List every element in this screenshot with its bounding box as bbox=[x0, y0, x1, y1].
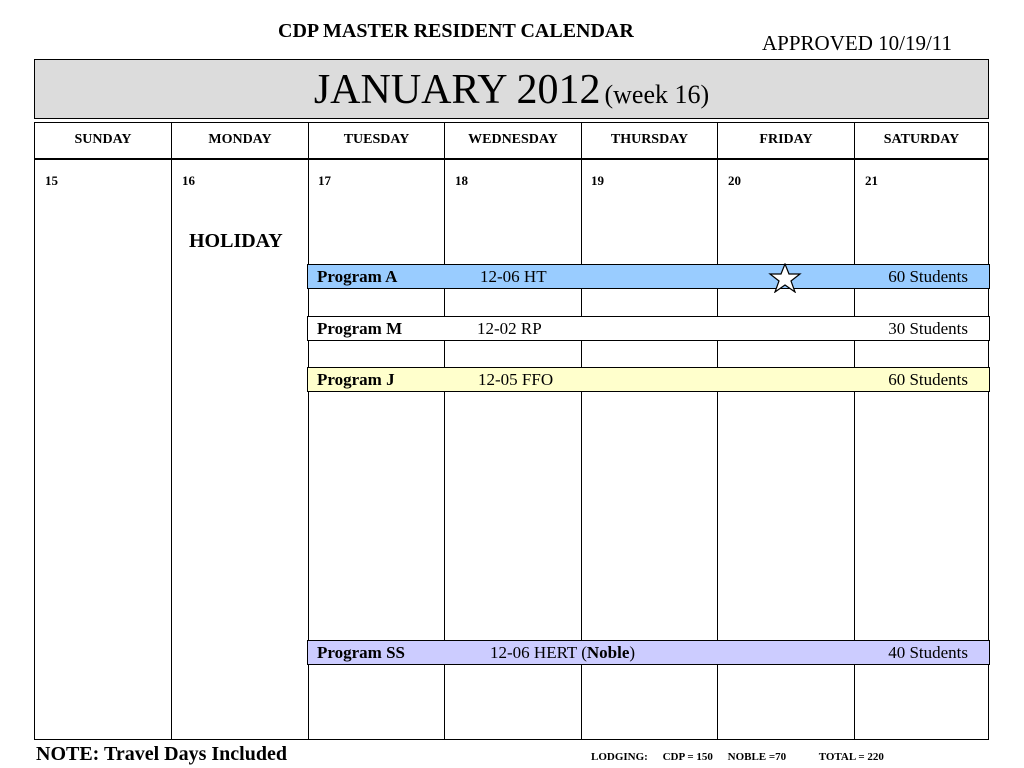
week-label: (week 16) bbox=[604, 80, 710, 109]
program-students: 30 Students bbox=[888, 319, 968, 338]
column-divider bbox=[171, 160, 172, 739]
header-divider bbox=[35, 158, 988, 160]
lodging-cdp: CDP = 150 bbox=[662, 751, 713, 763]
day-header-wednesday: WEDNESDAY bbox=[445, 123, 582, 158]
program-label: Program J bbox=[317, 370, 395, 389]
program-bar-a[interactable] bbox=[307, 264, 990, 289]
day-header-sunday: SUNDAY bbox=[35, 123, 172, 158]
holiday-label: HOLIDAY bbox=[189, 230, 283, 252]
day-header-tuesday: TUESDAY bbox=[309, 123, 445, 158]
date-saturday: 21 bbox=[865, 173, 878, 188]
day-header-friday: FRIDAY bbox=[718, 123, 855, 158]
date-tuesday: 17 bbox=[318, 173, 331, 188]
program-code-bold: Noble bbox=[586, 643, 630, 662]
date-monday: 16 bbox=[182, 173, 195, 188]
star-outline-icon bbox=[768, 263, 802, 293]
program-code-suffix: ) bbox=[629, 643, 636, 662]
program-code bbox=[490, 641, 635, 665]
month-banner bbox=[34, 59, 989, 119]
program-code-prefix: 12-06 HERT ( bbox=[490, 643, 587, 662]
date-sunday: 15 bbox=[45, 173, 58, 188]
program-label: Program A bbox=[317, 267, 398, 286]
month-heading bbox=[35, 66, 988, 114]
program-code: 12-06 HT bbox=[480, 267, 547, 286]
program-students: 60 Students bbox=[888, 370, 968, 389]
footer-note: NOTE: Travel Days Included bbox=[36, 743, 287, 765]
lodging-total: TOTAL = 220 bbox=[818, 751, 884, 763]
lodging-summary bbox=[591, 751, 896, 763]
document-title: CDP MASTER RESIDENT CALENDAR bbox=[278, 20, 634, 42]
program-label: Program M bbox=[317, 319, 403, 338]
program-code: 12-02 RP bbox=[477, 319, 542, 338]
lodging-label: LODGING: bbox=[591, 751, 648, 763]
program-bar-j[interactable] bbox=[307, 367, 990, 392]
day-header-monday: MONDAY bbox=[172, 123, 309, 158]
program-label: Program SS bbox=[317, 643, 405, 662]
date-friday: 20 bbox=[728, 173, 741, 188]
approval-stamp: APPROVED 10/19/11 bbox=[762, 31, 952, 55]
lodging-noble: NOBLE =70 bbox=[727, 751, 787, 763]
day-header-saturday: SATURDAY bbox=[883, 132, 960, 147]
program-students: 40 Students bbox=[888, 643, 968, 662]
program-students: 60 Students bbox=[888, 267, 968, 286]
day-header-thursday: THURSDAY bbox=[582, 123, 718, 158]
program-bar-m[interactable] bbox=[307, 316, 990, 341]
month-title: JANUARY 2012 bbox=[313, 67, 601, 113]
program-bar-ss[interactable] bbox=[307, 640, 990, 665]
date-thursday: 19 bbox=[591, 173, 604, 188]
date-wednesday: 18 bbox=[455, 173, 468, 188]
program-code: 12-05 FFO bbox=[478, 370, 554, 389]
